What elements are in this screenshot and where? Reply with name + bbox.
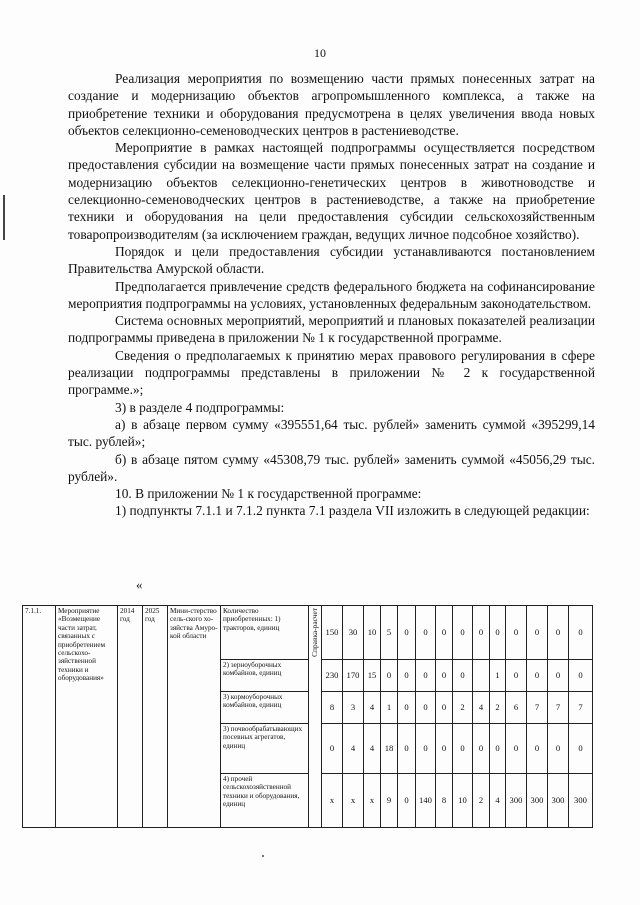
table-cell: 0: [506, 606, 527, 660]
table-cell: 0: [416, 724, 436, 774]
page-number: 10: [314, 46, 326, 60]
table-cell: 300: [527, 774, 548, 828]
table-cell: 0: [453, 724, 473, 774]
paragraph: Предполагается привлечение средств федерального бюджета на софинансирование мероприятия подпрограммы на условиях, установленных федеральным законодательством.: [68, 278, 595, 311]
table-cell: 0: [322, 724, 343, 774]
table-cell: 8: [322, 692, 343, 724]
year-start: 2014 год: [118, 606, 143, 828]
table-cell: 0: [416, 660, 436, 692]
calculation-method: [309, 606, 322, 828]
table-cell: 30: [343, 606, 364, 660]
indicator-name: 3) почвообрабатывающих посевных агрегатов, единиц: [221, 724, 309, 774]
table-cell: 2: [473, 774, 490, 828]
table-cell: 0: [416, 606, 436, 660]
table-cell: 0: [381, 660, 398, 692]
paragraph: 10. В приложении № 1 к государственной программе:: [115, 486, 422, 502]
table-cell: 0: [436, 660, 453, 692]
paragraph: Реализация мероприятия по возмещению части прямых понесенных затрат на создание и модернизацию объектов агропромышленного комплекса, а также на приобретение техники и оборудования предусмотрена в целях увеличения ввода новых объектов селекционно-семеноводческих центров в растениеводстве.: [68, 71, 595, 138]
table-cell: 0: [473, 724, 490, 774]
table-cell: 0: [436, 606, 453, 660]
table-cell: 140: [416, 774, 436, 828]
table-cell: 2: [490, 692, 506, 724]
year-end: 2025 год: [143, 606, 168, 828]
paragraph: 1) подпункты 7.1.1 и 7.1.2 пункта 7.1 раздела VII изложить в следующей редакции:: [115, 503, 590, 519]
table-cell: 7: [548, 692, 569, 724]
paragraph: б) в абзаце пятом сумму «45308,79 тыс. рублей» заменить суммой «45056,29 тыс. рублей».: [68, 451, 595, 484]
table-cell: 230: [322, 660, 343, 692]
table-cell: 0: [398, 724, 416, 774]
table-cell: x: [364, 774, 381, 828]
paragraph: Сведения о предполагаемых к принятию мерах правового регулирования в сфере реализации подпрограммы представлены в приложении № 2 к государственной программе.»;: [68, 347, 595, 398]
table-cell: 0: [548, 606, 569, 660]
table-cell: 0: [548, 660, 569, 692]
table-cell: 0: [398, 774, 416, 828]
table-cell: 4: [364, 692, 381, 724]
scan-speck: [262, 855, 264, 857]
table-cell: 7: [569, 692, 593, 724]
table-cell: 0: [569, 660, 593, 692]
table-cell: 0: [490, 724, 506, 774]
table-cell: 0: [527, 724, 548, 774]
indicator-name: Количество приобретенных: 1) тракторов, единиц: [221, 606, 309, 660]
executor: Мини-стерство сель-ского хо-зяйства Амуро-кой области: [168, 606, 221, 828]
indicator-table: [22, 605, 593, 828]
indicator-name: 3) кормоуборочных комбайнов, единиц: [221, 692, 309, 724]
table-cell: 1: [490, 660, 506, 692]
table-cell: 0: [398, 606, 416, 660]
table-cell: x: [343, 774, 364, 828]
table-cell: 7: [527, 692, 548, 724]
table-cell: 18: [381, 724, 398, 774]
paragraph: а) в абзаце первом сумму «395551,64 тыс. рублей» заменить суммой «395299,14 тыс. рублей»;: [68, 416, 595, 450]
table-cell: 0: [398, 692, 416, 724]
table-cell: 0: [506, 660, 527, 692]
table-cell: 0: [569, 606, 593, 660]
table-cell: 0: [569, 724, 593, 774]
table-cell: 10: [453, 774, 473, 828]
table-cell: 9: [381, 774, 398, 828]
table-cell: 15: [364, 660, 381, 692]
table-cell: 4: [364, 724, 381, 774]
paragraph: Порядок и цели предоставления субсидии устанавливаются постановлением Правительства Амурской области.: [68, 243, 595, 277]
table-cell: 4: [343, 724, 364, 774]
table-cell: 300: [548, 774, 569, 828]
table-cell: 10: [364, 606, 381, 660]
quote-mark: «: [136, 577, 143, 592]
table-cell: 300: [506, 774, 527, 828]
table-cell: 0: [473, 606, 490, 660]
table-cell: 0: [436, 724, 453, 774]
table-cell: 0: [416, 692, 436, 724]
indicator-name: 2) зерноуборочных комбайнов, единиц: [221, 660, 309, 692]
table-cell: 0: [436, 692, 453, 724]
measure-name: Мероприятие «Возмещение части затрат, связанных с приобретением сельскохо-зяйственной техники и оборудования»: [56, 606, 118, 828]
table-cell: 3: [343, 692, 364, 724]
calculation-method-label: Справка-расчет: [309, 608, 319, 657]
table-cell: 0: [527, 660, 548, 692]
table-cell: x: [322, 774, 343, 828]
measure-code: 7.1.1.: [23, 606, 56, 828]
table-cell: 4: [473, 692, 490, 724]
body-text: [68, 70, 595, 520]
table-cell: 300: [569, 774, 593, 828]
table-cell: 0: [506, 724, 527, 774]
table-cell: 170: [343, 660, 364, 692]
margin-mark: [3, 195, 5, 240]
table-cell: 0: [527, 606, 548, 660]
table-cell: 0: [453, 660, 473, 692]
table-cell: [473, 660, 490, 692]
table-cell: 150: [322, 606, 343, 660]
paragraph: 3) в разделе 4 подпрограммы:: [115, 399, 285, 415]
table-cell: 5: [381, 606, 398, 660]
table-cell: 6: [506, 692, 527, 724]
table-cell: 0: [548, 724, 569, 774]
table-row: [23, 606, 593, 660]
table-cell: 0: [453, 606, 473, 660]
paragraph: Система основных мероприятий, мероприятий и плановых показателей реализации подпрограммы приведена в приложении № 1 к государственной программе.: [68, 313, 595, 346]
indicator-name: 4) прочей сельскохозяйственной техники и оборудования, единиц: [221, 774, 309, 828]
table-cell: 1: [381, 692, 398, 724]
table-cell: 4: [490, 774, 506, 828]
table-cell: 0: [398, 660, 416, 692]
table-cell: 0: [490, 606, 506, 660]
paragraph: Мероприятие в рамках настоящей подпрограммы осуществляется посредством предоставления субсидии на возмещение части прямых понесенных затрат на создание и модернизацию объектов селекционно-генетических центров в животноводстве и селекционно-семеноводческих центров в растениеводстве, а также на приобретение техники и оборудования на цели предоставления субсидии сельскохозяйственным товаропроизводителям (за исключением граждан, ведущих личное подсобное хозяйство).: [68, 140, 595, 242]
table-cell: 8: [436, 774, 453, 828]
table-cell: 2: [453, 692, 473, 724]
